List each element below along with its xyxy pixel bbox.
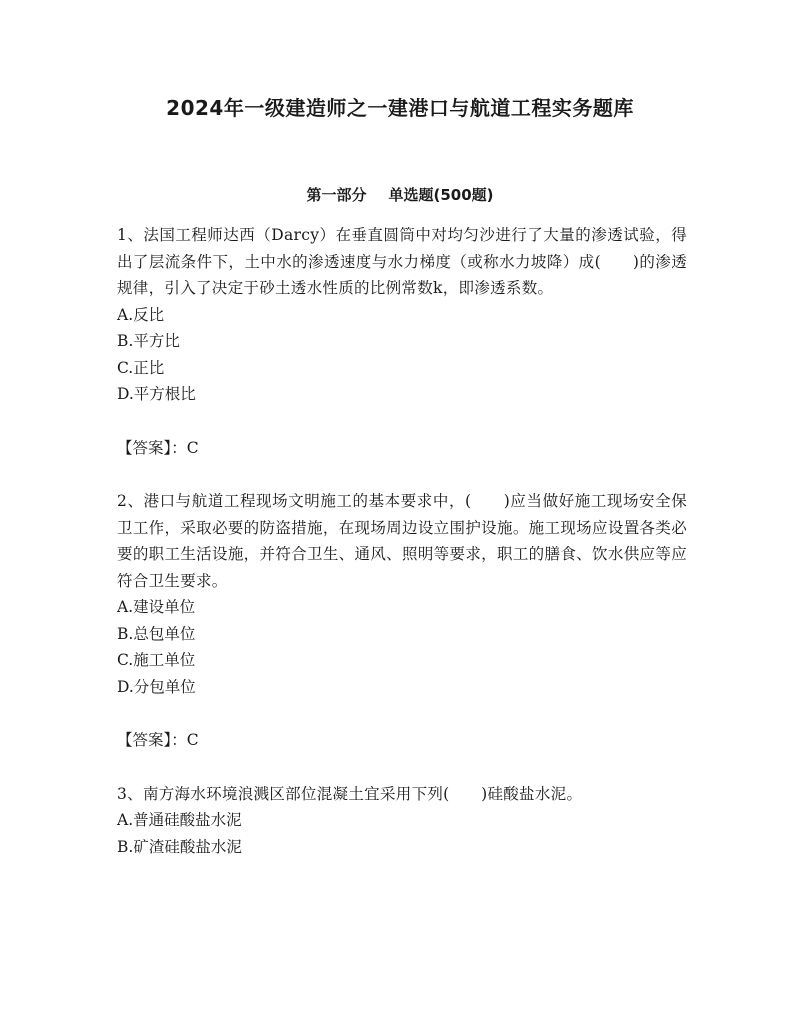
section-part: 第一部分 — [306, 186, 367, 204]
section-name: 单选题(500题) — [388, 186, 494, 204]
option-a: A.反比 — [117, 305, 165, 324]
question-text: 3、南方海水环境浪溅区部位混凝土宜采用下列( )硅酸盐水泥。 — [117, 784, 583, 803]
option-list — [117, 807, 687, 860]
option-b: B.矿渣硅酸盐水泥 — [117, 837, 242, 856]
document-title: 2024年一级建造师之一建港口与航道工程实务题库 — [166, 96, 634, 120]
option-a: A.建设单位 — [117, 598, 196, 616]
answer-line: 【答案】：C — [117, 438, 199, 457]
question-list — [117, 222, 687, 860]
question-3 — [117, 781, 687, 861]
option-b: B.总包单位 — [117, 624, 196, 643]
option-b: B.平方比 — [117, 332, 180, 350]
option-d: D.平方根比 — [117, 385, 196, 403]
answer-line: 【答案】：C — [117, 731, 199, 749]
option-list — [117, 594, 687, 700]
question-text: 2、港口与航道工程现场文明施工的基本要求中，( )应当做好施工现场安全保卫工作，采取必要的防盗措施，在现场周边设立围护设施。施工现场应设置各类必要的职工生活设施，并符合卫生、通风、照明等要求，职工的膳食、饮水供应等应符合卫生要求。 — [117, 492, 687, 590]
section-heading — [0, 184, 800, 205]
question-2 — [117, 488, 687, 781]
option-c: C.施工单位 — [117, 651, 196, 669]
option-list — [117, 302, 687, 408]
option-d: D.分包单位 — [117, 677, 196, 696]
option-c: C.正比 — [117, 358, 165, 377]
question-text: 1、法国工程师达西（Darcy）在垂直圆筒中对均匀沙进行了大量的渗透试验，得出了层流条件下，土中水的渗透速度与水力梯度（或称水力坡降）成( )的渗透规律，引入了决定于砂土透水性质的比例常数k，即渗透系数。 — [117, 226, 687, 297]
question-1 — [117, 222, 687, 488]
option-a: A.普通硅酸盐水泥 — [117, 811, 242, 829]
